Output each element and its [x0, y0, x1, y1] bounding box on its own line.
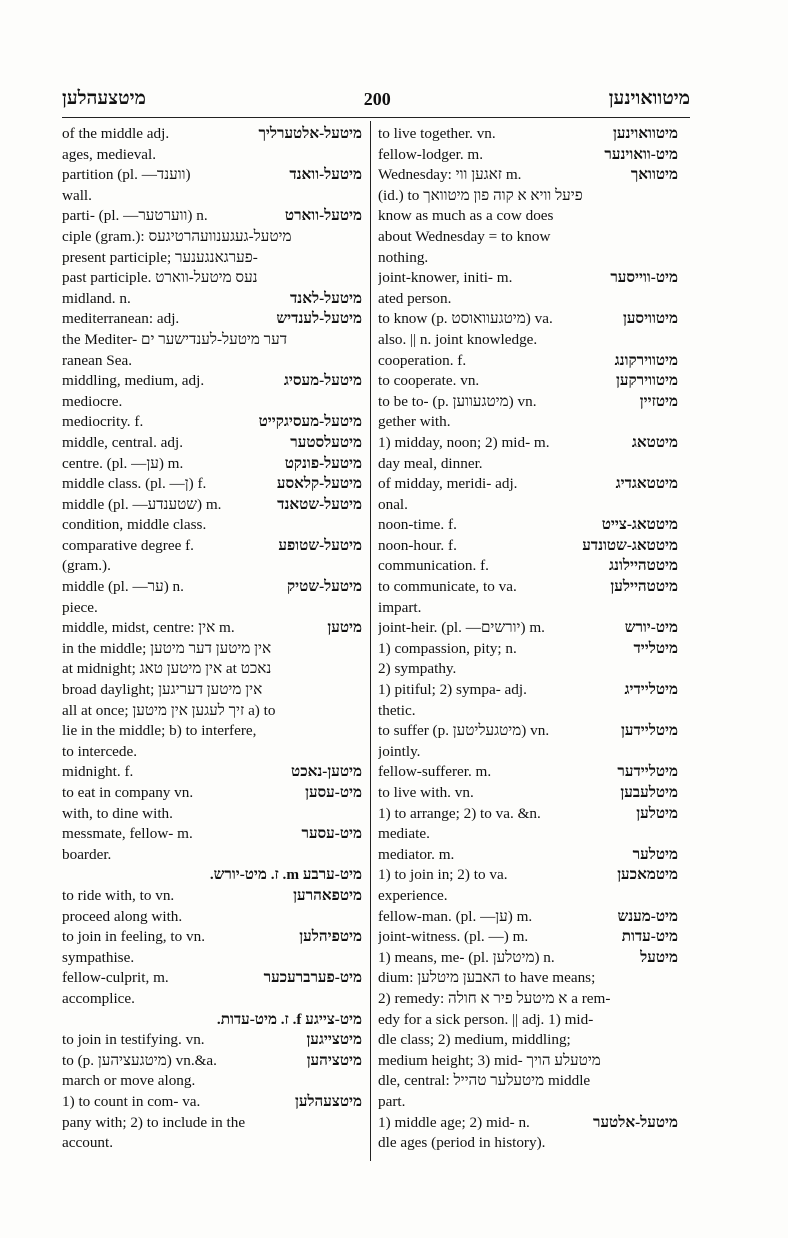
yiddish-headword: מיטלען — [636, 804, 678, 822]
dictionary-line — [378, 1051, 678, 1072]
english-text: partition (pl. —ווענד) — [62, 166, 191, 184]
dictionary-line — [62, 309, 362, 330]
column-divider — [370, 121, 371, 1161]
yiddish-headword: מיטען-נאכט — [291, 763, 362, 781]
english-text: mediator. m. — [378, 845, 455, 863]
english-text: fellow-lodger. m. — [378, 145, 484, 163]
dictionary-line — [62, 927, 362, 948]
dictionary-line — [378, 371, 678, 392]
dictionary-line — [378, 783, 678, 804]
english-text: ated person. — [378, 289, 452, 307]
dictionary-line — [378, 762, 678, 783]
english-text: to live with. vn. — [378, 784, 474, 801]
english-text: (gram.). — [62, 557, 111, 575]
english-text: middling, medium, adj. — [62, 372, 205, 390]
english-text: fellow-sufferer. m. — [378, 763, 492, 781]
dictionary-line — [62, 701, 362, 722]
dictionary-line — [378, 845, 678, 866]
english-text: to live together. vn. — [378, 125, 496, 142]
yiddish-headword: מיטזיין — [639, 392, 678, 410]
english-text: communication. f. — [378, 557, 489, 575]
yiddish-headword: מיטעל-מעסיגקייט — [258, 413, 362, 431]
english-text: dle, central: מיטעלער טהייל middle — [378, 1072, 591, 1090]
dictionary-line — [62, 536, 362, 557]
yiddish-headword: מיט-עסער — [301, 825, 362, 843]
dictionary-line — [378, 309, 678, 330]
english-text: 1) midday, noon; 2) mid- m. — [378, 433, 550, 451]
header-guide-word-right: מיטוואוינען — [608, 88, 690, 109]
english-text: boarder. — [62, 845, 112, 863]
english-text: to communicate, to va. — [378, 578, 517, 596]
yiddish-headword: מיטעל-קלאסע — [276, 475, 362, 493]
dictionary-line — [378, 1133, 678, 1154]
english-text: pany with; 2) to include in the — [62, 1113, 246, 1131]
dictionary-line — [62, 1051, 362, 1072]
dictionary-line — [378, 865, 678, 886]
english-text: centre. (pl. —ען) m. — [62, 454, 184, 472]
dictionary-line — [62, 330, 362, 351]
dictionary-line — [378, 577, 678, 598]
dictionary-line — [378, 1113, 678, 1134]
english-text: to (p. מיטגעציהען) vn.&a. — [62, 1051, 217, 1069]
english-text: comparative degree f. — [62, 536, 194, 554]
english-text: fellow-culprit, m. — [62, 969, 169, 987]
dictionary-line — [378, 886, 678, 907]
dictionary-line — [62, 474, 362, 495]
english-text: jointly. — [378, 742, 421, 760]
header-guide-word-left: מיטצעהלען — [62, 88, 146, 109]
english-text: 1) compassion, pity; n. — [378, 639, 517, 657]
english-text: with, to dine with. — [62, 804, 173, 822]
english-text: 1) to join in; 2) to va. — [378, 866, 508, 884]
yiddish-headword: מיטעל-אלטערליך — [258, 125, 362, 142]
english-text: account. — [62, 1134, 114, 1152]
english-text: in the middle; אין מיטען דער מיטען — [62, 639, 272, 657]
dictionary-line — [62, 186, 362, 207]
english-text: joint-heir. (pl. —יורשים) m. — [378, 619, 545, 637]
dictionary-line — [62, 248, 362, 269]
dictionary-line — [62, 989, 362, 1010]
english-text: onal. — [378, 495, 408, 513]
english-text: condition, middle class. — [62, 516, 207, 534]
yiddish-headword: מיט-ערבע m. ז. מיט-יורש. — [209, 866, 362, 884]
english-text: proceed along with. — [62, 907, 183, 925]
dictionary-line — [378, 227, 678, 248]
dictionary-line — [62, 762, 362, 783]
yiddish-headword: מיט-וואוינער — [604, 145, 678, 163]
english-text: mediocrity. f. — [62, 413, 144, 431]
dictionary-line — [62, 948, 362, 969]
english-text: middle, central. adj. — [62, 433, 184, 451]
english-text: nothing. — [378, 248, 429, 266]
english-text: mediate. — [378, 825, 430, 843]
dictionary-line — [378, 351, 678, 372]
yiddish-headword: מיטווירקונג — [614, 351, 678, 369]
english-text: to join in feeling, to vn. — [62, 928, 205, 946]
yiddish-headword: מיטעל-שטאנד — [277, 495, 362, 513]
english-text: the Mediter- דער מיטעל-לענדישער ים — [62, 330, 288, 348]
dictionary-line — [62, 412, 362, 433]
english-text: to cooperate. vn. — [378, 372, 480, 390]
dictionary-line — [62, 392, 362, 413]
yiddish-headword: מיטעל — [640, 948, 678, 966]
yiddish-headword: מיטעל-ווארט — [284, 207, 362, 225]
english-text: march or move along. — [62, 1072, 196, 1090]
dictionary-line — [62, 783, 362, 804]
dictionary-line — [378, 701, 678, 722]
yiddish-headword: מיטעל-לאנד — [289, 289, 362, 307]
yiddish-headword: מיטטאג-צייט — [601, 516, 678, 534]
yiddish-headword: מיטעלסטער — [290, 433, 362, 451]
english-text: cooperation. f. — [378, 351, 467, 369]
english-text: accomplice. — [62, 989, 135, 1007]
dictionary-line — [378, 556, 678, 577]
english-text: also. || n. joint knowledge. — [378, 330, 538, 348]
english-text: know as much as a cow does — [378, 207, 554, 225]
english-text: wall. — [62, 186, 92, 204]
dictionary-line — [62, 145, 362, 166]
yiddish-headword: מיטליידער — [617, 763, 678, 781]
english-text: Wednesday: זאגען ווי m. — [378, 166, 522, 184]
english-text: mediterranean: adj. — [62, 310, 180, 328]
english-text: messmate, fellow- m. — [62, 825, 193, 843]
yiddish-headword: מיטטהיילונג — [609, 557, 678, 575]
english-text: to join in testifying. vn. — [62, 1031, 205, 1049]
dictionary-line — [378, 989, 678, 1010]
english-text: midland. n. — [62, 289, 131, 307]
english-text: about Wednesday = to know — [378, 227, 551, 245]
dictionary-line — [378, 433, 678, 454]
dictionary-line — [378, 536, 678, 557]
dictionary-line — [378, 804, 678, 825]
yiddish-headword: מיטצייגען — [306, 1031, 362, 1049]
english-text: noon-time. f. — [378, 516, 457, 534]
dictionary-line — [62, 371, 362, 392]
english-text: to ride with, to vn. — [62, 886, 175, 904]
dictionary-line — [62, 721, 362, 742]
dictionary-line — [378, 145, 678, 166]
yiddish-headword: מיטוויסען — [622, 310, 678, 328]
yiddish-headword: מיטוואוינען — [613, 125, 678, 142]
english-text: joint-knower, initi- m. — [378, 269, 513, 287]
dictionary-line — [62, 618, 362, 639]
yiddish-headword: מיט-יורש — [624, 619, 678, 637]
yiddish-headword: מיטלער — [632, 845, 678, 863]
dictionary-line — [378, 742, 678, 763]
english-text: parti- (pl. —ווערטער) n. — [62, 207, 208, 225]
dictionary-line — [62, 556, 362, 577]
yiddish-headword: מיטלייד — [633, 639, 678, 657]
english-text: 2) sympathy. — [378, 660, 457, 678]
dictionary-line — [62, 1010, 362, 1031]
english-text: past participle. נעס מיטעל-ווארט — [62, 269, 258, 287]
english-text: to suffer (p. מיטגעליטען) vn. — [378, 722, 550, 740]
dictionary-line — [378, 948, 678, 969]
english-text: 1) means, me- (pl. מיטלען) n. — [378, 948, 555, 966]
yiddish-headword: מיטעל-שטיק — [287, 578, 362, 596]
english-text: medium height; 3) mid- מיטעלע הויך — [378, 1051, 601, 1069]
english-text: lie in the middle; b) to interfere, — [62, 722, 257, 740]
yiddish-headword: מיט-ווייסער — [610, 269, 678, 287]
english-text: all at once; זיך לעגען אין מיטען a) to — [62, 701, 276, 719]
dictionary-line — [378, 206, 678, 227]
yiddish-headword: מיטציהען — [306, 1051, 362, 1069]
dictionary-line — [378, 1010, 678, 1031]
yiddish-headword: מיטלעבען — [620, 784, 678, 801]
english-text: at midnight; אין מיטען טאג at נאכט — [62, 660, 272, 678]
dictionary-line — [62, 1071, 362, 1092]
yiddish-headword: מיטפיהלען — [299, 928, 362, 946]
dictionary-line — [62, 804, 362, 825]
english-text: ranean Sea. — [62, 351, 132, 369]
dictionary-line — [62, 351, 362, 372]
dictionary-line — [62, 268, 362, 289]
dictionary-line — [378, 824, 678, 845]
english-text: piece. — [62, 598, 98, 616]
english-text: middle class. (pl. —ן) f. — [62, 475, 207, 493]
header-rule — [62, 117, 690, 118]
english-text: dle ages (period in history). — [378, 1134, 546, 1152]
english-text: middle (pl. —ער) n. — [62, 578, 184, 596]
dictionary-line — [378, 412, 678, 433]
english-text: mediocre. — [62, 392, 123, 410]
english-text: joint-witness. (pl. —) m. — [378, 928, 529, 946]
dictionary-line — [62, 577, 362, 598]
yiddish-headword: מיטטהיילען — [610, 578, 678, 596]
english-text: dle class; 2) medium, middling; — [378, 1031, 571, 1049]
dictionary-line — [62, 907, 362, 928]
dictionary-line — [378, 639, 678, 660]
yiddish-headword: מיטעל-אלטער — [593, 1113, 678, 1131]
dictionary-line — [62, 124, 362, 145]
dictionary-line — [378, 927, 678, 948]
english-text: to know (p. מיטגעוואוסט) va. — [378, 310, 553, 328]
english-text: 1) pitiful; 2) sympa- adj. — [378, 681, 527, 699]
english-text: sympathise. — [62, 948, 135, 966]
dictionary-line — [62, 515, 362, 536]
english-text: to intercede. — [62, 742, 138, 760]
dictionary-line — [62, 433, 362, 454]
english-text: midnight. f. — [62, 763, 134, 781]
yiddish-headword: מיטעל-מעסיג — [283, 372, 362, 390]
yiddish-headword: מיטצעהלען — [294, 1092, 362, 1110]
english-text: impart. — [378, 598, 422, 616]
yiddish-headword: מיט-עסען — [305, 784, 362, 801]
yiddish-headword: מיט-צייגע f. ז. מיט-עדות. — [216, 1010, 362, 1028]
dictionary-line — [62, 886, 362, 907]
right-column — [378, 124, 678, 1154]
english-text: dium: האבען מיטלען to have means; — [378, 969, 596, 987]
dictionary-line — [62, 1030, 362, 1051]
yiddish-headword: מיט-מענש — [617, 907, 678, 925]
yiddish-headword: מיטעל-וואנד — [289, 166, 362, 184]
dictionary-line — [62, 1133, 362, 1154]
english-text: edy for a sick person. || adj. 1) mid- — [378, 1010, 594, 1028]
english-text: gether with. — [378, 413, 451, 431]
dictionary-line — [62, 495, 362, 516]
english-text: fellow-man. (pl. —ען) m. — [378, 907, 533, 925]
yiddish-headword: מיטעל-פונקט — [284, 454, 362, 472]
dictionary-line — [378, 968, 678, 989]
english-text: middle, midst, centre: אין m. — [62, 619, 235, 637]
yiddish-headword: מיטליידען — [621, 722, 678, 740]
english-text: 1) middle age; 2) mid- n. — [378, 1113, 530, 1131]
yiddish-headword: מיטטאגדיג — [615, 475, 678, 493]
english-text: of midday, meridi- adj. — [378, 475, 518, 493]
dictionary-line — [62, 289, 362, 310]
dictionary-line — [62, 598, 362, 619]
dictionary-line — [378, 680, 678, 701]
left-column — [62, 124, 362, 1154]
yiddish-headword: מיט-פערברעכער — [263, 969, 362, 987]
english-text: of the middle adj. — [62, 125, 170, 142]
dictionary-line — [378, 330, 678, 351]
english-text: day meal, dinner. — [378, 454, 483, 472]
english-text: (id.) to פיעל וויא א קוה פון מיטוואך — [378, 186, 583, 204]
english-text: experience. — [378, 886, 448, 904]
dictionary-line — [378, 474, 678, 495]
english-text: 1) to count in com- va. — [62, 1092, 201, 1110]
page-header — [62, 84, 690, 114]
yiddish-headword: מיטטאג-שטונדע — [582, 536, 678, 554]
dictionary-line — [62, 227, 362, 248]
dictionary-line — [378, 721, 678, 742]
dictionary-line — [378, 454, 678, 475]
dictionary-line — [378, 515, 678, 536]
dictionary-line — [378, 1092, 678, 1113]
yiddish-headword: מיט-עדות — [621, 928, 678, 946]
dictionary-line — [62, 1113, 362, 1134]
english-text: present participle; פערגאנגענער- — [62, 248, 258, 266]
english-text: 1) to arrange; 2) to va. &n. — [378, 804, 541, 822]
dictionary-line — [378, 907, 678, 928]
dictionary-line — [62, 1092, 362, 1113]
dictionary-line — [378, 124, 678, 145]
dictionary-line — [378, 165, 678, 186]
dictionary-line — [62, 865, 362, 886]
english-text: ages, medieval. — [62, 145, 157, 163]
dictionary-line — [378, 495, 678, 516]
dictionary-line — [378, 1030, 678, 1051]
dictionary-line — [378, 659, 678, 680]
yiddish-headword: מיטען — [327, 619, 362, 637]
yiddish-headword: מיטליידיג — [624, 681, 678, 699]
dictionary-line — [62, 742, 362, 763]
english-text: thetic. — [378, 701, 416, 719]
english-text: middle (pl. —שטענדע) m. — [62, 495, 222, 513]
dictionary-line — [62, 454, 362, 475]
english-text: to eat in company vn. — [62, 784, 194, 801]
english-text: noon-hour. f. — [378, 536, 457, 554]
yiddish-headword: מיטעל-לענדיש — [276, 310, 362, 328]
yiddish-headword: מיטפאהרען — [293, 886, 362, 904]
yiddish-headword: מיטמאכען — [617, 866, 678, 884]
yiddish-headword: מיטעל-שטופע — [278, 536, 362, 554]
dictionary-line — [62, 680, 362, 701]
dictionary-line — [378, 186, 678, 207]
dictionary-line — [62, 845, 362, 866]
dictionary-line — [62, 206, 362, 227]
dictionary-line — [378, 268, 678, 289]
dictionary-line — [378, 392, 678, 413]
dictionary-line — [62, 968, 362, 989]
english-text: part. — [378, 1092, 406, 1110]
dictionary-line — [378, 248, 678, 269]
dictionary-line — [62, 824, 362, 845]
dictionary-line — [378, 618, 678, 639]
english-text: to be to- (p. מיטגעווען) vn. — [378, 392, 537, 410]
dictionary-line — [62, 639, 362, 660]
english-text: ciple (gram.): מיטעל-געגענוועהרטיגעס — [62, 227, 292, 245]
yiddish-headword: מיטוואך — [630, 166, 678, 184]
english-text: 2) remedy: א מיטעל פיר א חולה a rem- — [378, 989, 611, 1007]
dictionary-line — [378, 289, 678, 310]
yiddish-headword: מיטטאג — [631, 433, 678, 451]
dictionary-line — [378, 598, 678, 619]
page-number: 200 — [363, 88, 391, 109]
dictionary-line — [62, 165, 362, 186]
english-text: broad daylight; אין מיטען דעריגען — [62, 681, 263, 699]
dictionary-line — [62, 659, 362, 680]
yiddish-headword: מיטווירקען — [616, 372, 678, 390]
dictionary-line — [378, 1071, 678, 1092]
